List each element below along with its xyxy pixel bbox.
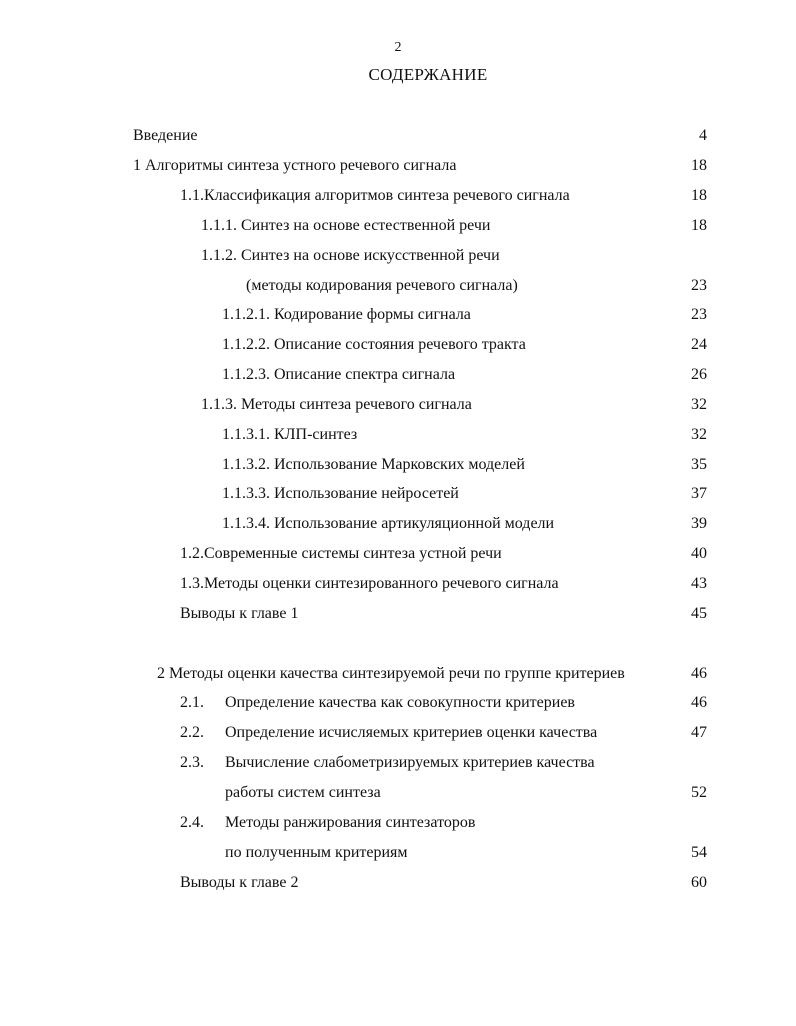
- toc-entry-1-1-2-1: [0, 304, 796, 326]
- toc-entry-1-1-3-2: [0, 454, 796, 476]
- toc-entry-text: 1.1.1. Синтез на основе естественной речи: [201, 217, 491, 234]
- toc-entry-text: 1 Алгоритмы синтеза устного речевого сигнала: [133, 157, 457, 174]
- toc-entry-text: 1.1.3.3. Использование нейросетей: [222, 485, 459, 502]
- toc-entry-text: (методы кодирования речевого сигнала): [246, 277, 518, 294]
- toc-entry-page: 23: [691, 306, 707, 323]
- page-title: СОДЕРЖАНИЕ: [368, 65, 488, 84]
- toc-entry-text: Вычисление слабометризируемых критериев качества: [225, 754, 595, 771]
- toc-entry-page: 37: [691, 485, 707, 502]
- toc-entry-page: 4: [699, 127, 707, 144]
- toc-entry-page: 45: [691, 605, 707, 622]
- toc-entry-1-1-2: [0, 245, 796, 267]
- toc-entry-text: 1.1.2.2. Описание состояния речевого тракта: [222, 336, 526, 353]
- toc-entry-1-1-2-3: [0, 364, 796, 386]
- toc-entry-conclusions-2: [0, 872, 796, 894]
- toc-entry-text: Определение качества как совокупности критериев: [225, 694, 575, 711]
- toc-entry-page: 60: [691, 874, 707, 891]
- page-number: 2: [394, 40, 402, 55]
- toc-entry-text: Выводы к главе 2: [180, 874, 299, 891]
- toc-entry-page: 35: [691, 456, 707, 473]
- toc-entry-page: 26: [691, 366, 707, 383]
- toc-entry-1-1-2-cont: [0, 275, 796, 297]
- toc-entry-page: 24: [691, 336, 707, 353]
- toc-entry-page: 32: [691, 396, 707, 413]
- toc-entry-1-1-2-2: [0, 334, 796, 356]
- toc-entry-2-3: [0, 752, 796, 774]
- toc-entry-page: 54: [691, 844, 707, 861]
- toc-entry-text: 1.2.Современные системы синтеза устной речи: [180, 545, 502, 562]
- toc-entry-text: Методы ранжирования синтезаторов: [225, 814, 476, 831]
- toc-entry-text: 1.1.Классификация алгоритмов синтеза речевого сигнала: [180, 187, 570, 204]
- toc-entry-text: 1.1.2. Синтез на основе искусственной речи: [201, 247, 500, 264]
- toc-entry-page: 46: [691, 694, 707, 711]
- toc-entry-1-3: [0, 573, 796, 595]
- toc-entry-text: Определение исчисляемых критериев оценки качества: [225, 724, 598, 741]
- toc-entry-page: 18: [691, 217, 707, 234]
- toc-entry-1-1-1: [0, 215, 796, 237]
- toc-entry-introduction: [0, 125, 796, 147]
- toc-entry-page: 23: [691, 277, 707, 294]
- toc-entry-text: 1.1.3.4. Использование артикуляционной модели: [222, 515, 555, 532]
- toc-entry-1-1: [0, 185, 796, 207]
- toc-entry-conclusions-1: [0, 603, 796, 625]
- toc-entry-1-1-3: [0, 394, 796, 416]
- toc-entry-text: по полученным критериям: [225, 844, 408, 861]
- toc-entry-page: 43: [691, 575, 707, 592]
- toc-entry-2-3-cont: [0, 782, 796, 804]
- toc-entry-text: 1.3.Методы оценки синтезированного речевого сигнала: [180, 575, 559, 592]
- toc-entry-number: 2.2.: [180, 724, 204, 741]
- toc-entry-text: 1.1.2.1. Кодирование формы сигнала: [222, 306, 471, 323]
- toc-entry-1-1-3-4: [0, 513, 796, 535]
- toc-entry-number: 2.4.: [180, 814, 204, 831]
- toc-entry-chapter-2: [0, 663, 796, 685]
- toc-entry-page: 18: [691, 187, 707, 204]
- toc-entry-page: 32: [691, 426, 707, 443]
- toc-entry-1-1-3-3: [0, 483, 796, 505]
- toc-entry-text: Выводы к главе 1: [180, 605, 299, 622]
- toc-entry-page: 47: [691, 724, 707, 741]
- toc-entry-1-1-3-1: [0, 424, 796, 446]
- toc-entry-text: Введение: [133, 127, 198, 144]
- toc-entry-number: 2.3.: [180, 754, 204, 771]
- toc-entry-page: 46: [691, 665, 707, 682]
- toc-entry-number: 2.1.: [180, 694, 204, 711]
- toc-entry-chapter-1: [0, 155, 796, 177]
- toc-entry-2-1: [0, 692, 796, 714]
- toc-entry-text: 1.1.3.1. КЛП-синтез: [222, 426, 358, 443]
- toc-entry-text: 1.1.3. Методы синтеза речевого сигнала: [201, 396, 472, 413]
- toc-entry-2-4: [0, 812, 796, 834]
- toc-entry-text: 1.1.3.2. Использование Марковских моделей: [222, 456, 525, 473]
- toc-entry-page: 52: [691, 784, 707, 801]
- toc-entry-page: 18: [691, 157, 707, 174]
- toc-entry-2-4-cont: [0, 842, 796, 864]
- toc-entry-text: 2 Методы оценки качества синтезируемой речи по группе критериев: [157, 665, 625, 682]
- toc-entry-2-2: [0, 722, 796, 744]
- toc-entry-page: 39: [691, 515, 707, 532]
- toc-entry-text: 1.1.2.3. Описание спектра сигнала: [222, 366, 456, 383]
- toc-entry-1-2: [0, 543, 796, 565]
- toc-entry-page: 40: [691, 545, 707, 562]
- toc-entry-text: работы систем синтеза: [225, 784, 381, 801]
